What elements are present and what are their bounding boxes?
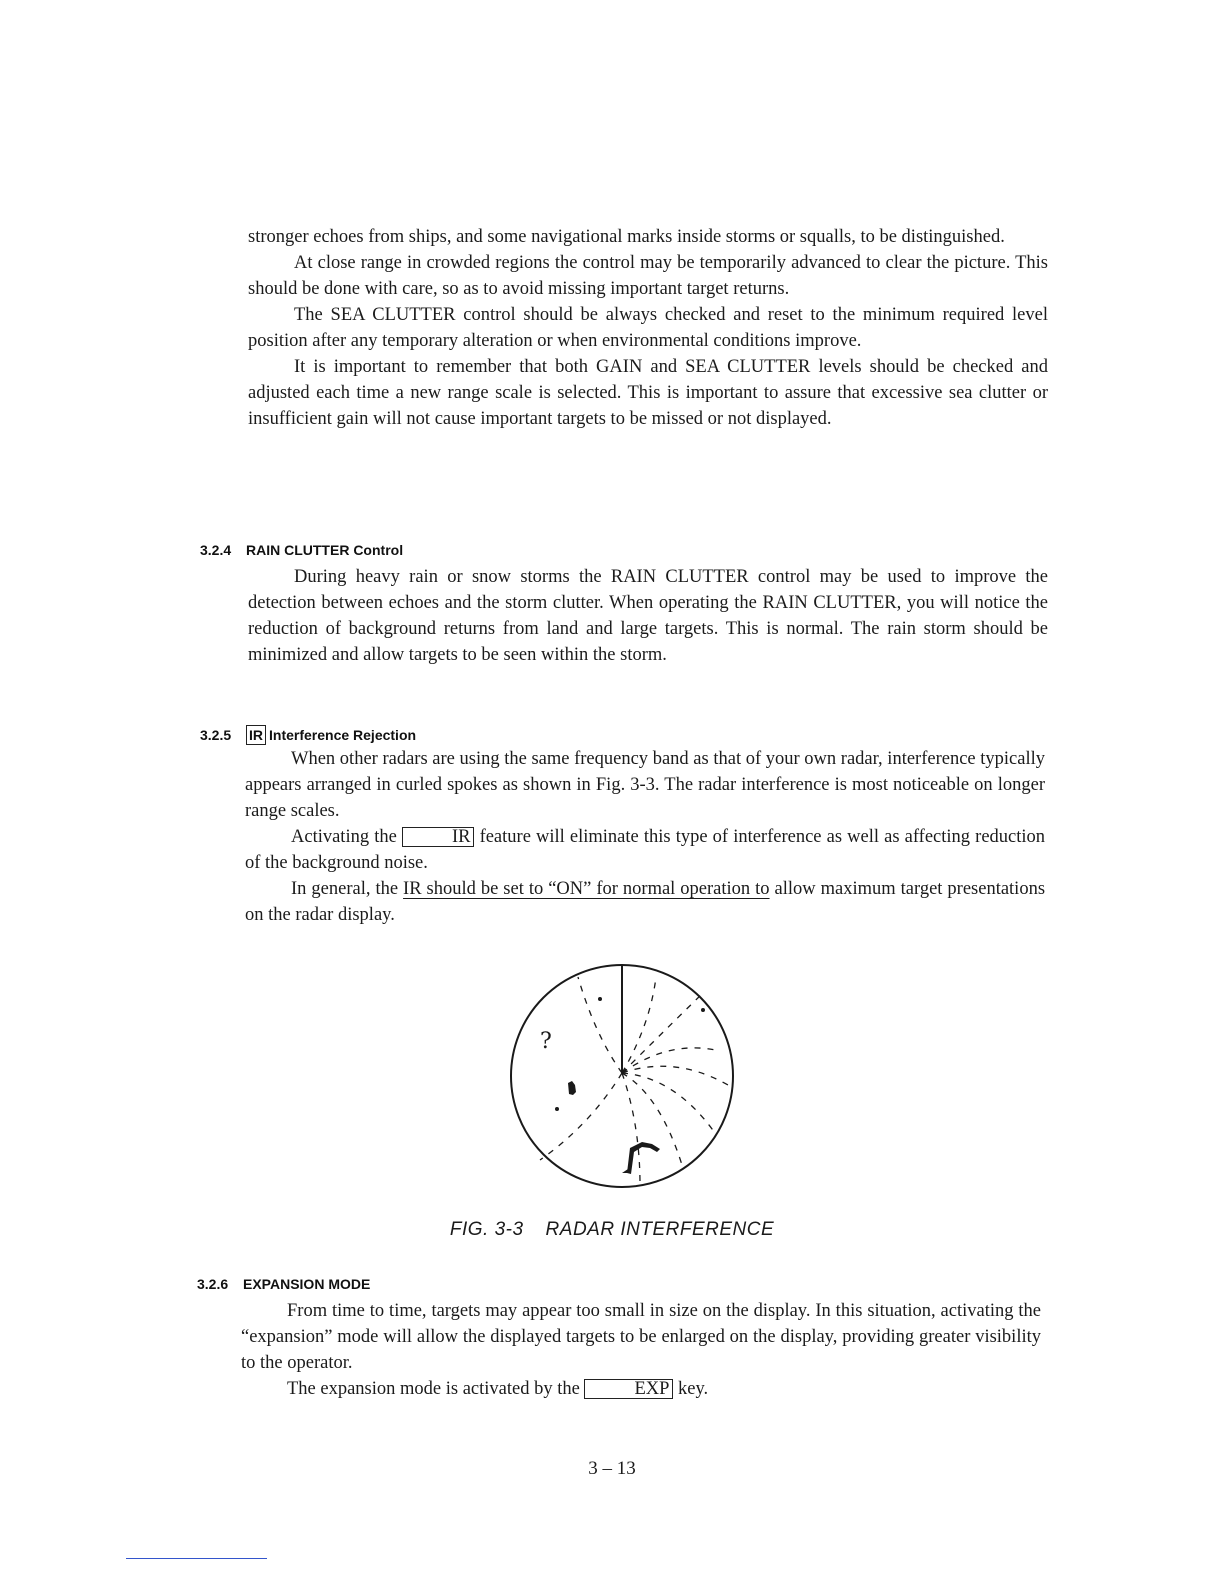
paragraph: At close range in crowded regions the control may be temporarily advanced to clear the picture. This should be done with care, so as to avoid missing important target returns.	[248, 253, 1048, 299]
paragraph	[245, 876, 1045, 928]
spoke	[578, 977, 622, 1073]
spoke	[540, 1073, 622, 1160]
paragraph: It is important to remember that both GAIN and SEA CLUTTER levels should be checked and adjusted each time a new range scale is selected. This is important to assure that excessive sea clutter or insufficient gain will not cause important targets to be missed or not displayed.	[248, 357, 1048, 429]
section-number: 3.2.4	[200, 542, 232, 558]
figure-number: FIG. 3-3	[449, 1219, 524, 1240]
section-title: Interference Rejection	[269, 727, 417, 743]
section-heading-3-2-6	[197, 1276, 370, 1292]
spoke	[622, 1073, 715, 1133]
section-title: EXPANSION MODE	[243, 1276, 371, 1292]
section-heading-3-2-5	[200, 725, 416, 745]
echo-dot	[701, 1008, 705, 1012]
intro-section	[248, 224, 1048, 432]
paragraph: When other radars are using the same frequency band as that of your own radar, interference typically appears arranged in curled spokes as shown in Fig. 3-3. The radar interference is most noticeable on longer range scales.	[245, 749, 1045, 821]
paragraph: The SEA CLUTTER control should be always checked and reset to the minimum required level position after any temporary alteration or when environmental conditions improve.	[248, 305, 1048, 351]
ir-key-label: IR	[246, 725, 266, 745]
paragraph: During heavy rain or snow storms the RAIN CLUTTER control may be used to improve the detection between echoes and the storm clutter. When operating the RAIN CLUTTER, you will notice the reduction of background returns from land and large targets. This is normal. The rain storm should be minimized and allow targets to be seen within the storm.	[248, 567, 1048, 665]
text-run: Activating the	[291, 827, 397, 847]
section-number: 3.2.5	[200, 727, 232, 743]
section-number: 3.2.6	[197, 1276, 229, 1292]
text-run: feature will eliminate this type of interference as well as affecting reduction of the background noise.	[245, 827, 1046, 873]
figure-title: RADAR INTERFERENCE	[545, 1219, 775, 1240]
section-3-2-6-body	[241, 1298, 1041, 1402]
section-title: RAIN CLUTTER Control	[246, 542, 404, 558]
spoke	[622, 977, 656, 1073]
text-run: In general, the	[291, 879, 399, 899]
echo-dot	[598, 997, 602, 1001]
paragraph: stronger echoes from ships, and some navigational marks inside storms or squalls, to be distinguished.	[248, 227, 1005, 247]
echo-blob	[568, 1081, 576, 1095]
section-3-2-4-body	[248, 564, 1048, 668]
echo-mark: ?	[540, 1029, 552, 1054]
paragraph	[245, 824, 1045, 876]
paragraph	[241, 1376, 1041, 1402]
ir-key-label: IR	[402, 827, 475, 847]
figure-caption	[0, 1219, 1224, 1241]
section-heading-3-2-4	[200, 542, 403, 558]
underlined-text: IR should be set to “ON” for normal operation to	[403, 879, 770, 899]
exp-key-label: EXP	[584, 1379, 673, 1399]
footer-rule	[126, 1558, 267, 1559]
text-run: The expansion mode is activated by the	[287, 1379, 580, 1399]
text-run: allow maximum target presentations on the radar display.	[245, 879, 1046, 925]
text-run: key.	[678, 1379, 709, 1399]
page-number: 3 – 13	[588, 1458, 636, 1479]
echo-dot	[555, 1107, 559, 1111]
coastline-echo	[627, 1142, 660, 1174]
section-3-2-5-body	[245, 746, 1045, 928]
radar-interference-figure	[500, 955, 750, 1195]
paragraph: From time to time, targets may appear too small in size on the display. In this situation, activating the “expansion” mode will allow the displayed targets to be enlarged on the display, providing greater visibility to the operator.	[241, 1301, 1041, 1373]
spoke	[622, 991, 705, 1073]
